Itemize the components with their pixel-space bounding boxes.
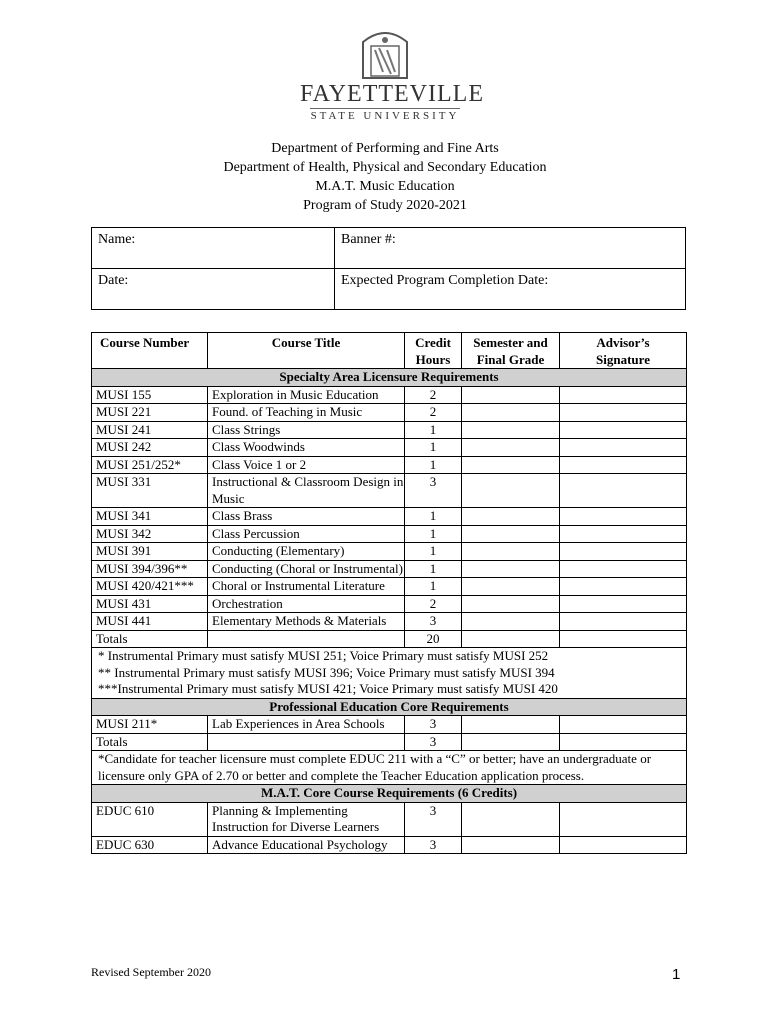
course-number: MUSI 155	[92, 386, 208, 404]
credit-hours: 2	[405, 595, 462, 613]
header-dept-arts: Department of Performing and Fine Arts	[271, 141, 499, 156]
course-table	[91, 332, 687, 854]
course-row	[92, 404, 687, 422]
advisor-signature-cell[interactable]	[560, 802, 687, 836]
credit-hours: 3	[405, 716, 462, 734]
course-row	[92, 474, 687, 508]
logo-wordmark: FAYETTEVILLE	[300, 81, 484, 107]
course-title: Class Percussion	[208, 525, 405, 543]
course-number: MUSI 241	[92, 421, 208, 439]
header-program-year: Program of Study 2020-2021	[303, 198, 467, 213]
totals-label: Totals	[92, 733, 208, 751]
course-number: EDUC 610	[92, 802, 208, 836]
course-row	[92, 560, 687, 578]
advisor-signature-cell[interactable]	[560, 613, 687, 631]
credit-hours: 1	[405, 543, 462, 561]
course-number: MUSI 391	[92, 543, 208, 561]
note-line: * Instrumental Primary must satisfy MUSI 251; Voice Primary must satisfy MUSI 252	[98, 648, 549, 663]
name-label: Name:	[98, 232, 136, 247]
credit-hours: 1	[405, 560, 462, 578]
semester-grade-cell[interactable]	[462, 802, 560, 836]
course-number: MUSI 441	[92, 613, 208, 631]
professional-course-list	[92, 716, 687, 734]
course-title: Planning & Implementing Instruction for Diverse Learners	[208, 802, 405, 836]
advisor-signature-cell[interactable]	[560, 474, 687, 508]
semester-grade-cell[interactable]	[462, 578, 560, 596]
course-title: Advance Educational Psychology	[208, 836, 405, 854]
totals-label: Totals	[92, 630, 208, 648]
name-field[interactable]	[92, 228, 335, 269]
semester-grade-cell[interactable]	[462, 439, 560, 457]
credit-hours: 2	[405, 404, 462, 422]
specialty-totals-row	[92, 630, 687, 648]
semester-grade-cell[interactable]	[462, 525, 560, 543]
col-advisor-signature: Advisor’s Signature	[560, 333, 687, 369]
section-professional: Professional Education Core Requirements	[92, 698, 687, 716]
course-row	[92, 439, 687, 457]
course-number: MUSI 341	[92, 508, 208, 526]
advisor-signature-cell[interactable]	[560, 595, 687, 613]
banner-label: Banner #:	[341, 232, 396, 247]
semester-grade-cell[interactable]	[462, 404, 560, 422]
course-number: MUSI 331	[92, 474, 208, 508]
mat-course-list	[92, 802, 687, 854]
specialty-course-list	[92, 386, 687, 630]
course-number: MUSI 242	[92, 439, 208, 457]
course-row	[92, 802, 687, 836]
course-row	[92, 525, 687, 543]
advisor-signature-cell[interactable]	[560, 716, 687, 734]
course-number: MUSI 221	[92, 404, 208, 422]
credit-hours: 1	[405, 421, 462, 439]
course-row	[92, 836, 687, 854]
credit-hours: 1	[405, 525, 462, 543]
course-title: Exploration in Music Education	[208, 386, 405, 404]
credit-hours: 1	[405, 578, 462, 596]
specialty-notes	[92, 648, 687, 699]
course-number: MUSI 431	[92, 595, 208, 613]
note-line: ** Instrumental Primary must satisfy MUSI 396; Voice Primary must satisfy MUSI 394	[98, 664, 555, 680]
course-title: Found. of Teaching in Music	[208, 404, 405, 422]
advisor-signature-cell[interactable]	[560, 543, 687, 561]
course-row	[92, 613, 687, 631]
credit-hours: 3	[405, 613, 462, 631]
col-course-number: Course Number	[92, 333, 208, 369]
professional-totals-row	[92, 733, 687, 751]
course-title: Class Woodwinds	[208, 439, 405, 457]
semester-grade-cell[interactable]	[462, 456, 560, 474]
professional-note: *Candidate for teacher licensure must complete EDUC 211 with a “C” or better; have an undergraduate or licensure only GPA of 2.70 or better and complete the Teacher Education application process.	[92, 751, 687, 785]
university-logo	[300, 28, 484, 124]
completion-date-field[interactable]	[335, 269, 686, 310]
advisor-signature-cell[interactable]	[560, 404, 687, 422]
credit-hours: 3	[405, 802, 462, 836]
semester-grade-cell[interactable]	[462, 716, 560, 734]
course-title: Conducting (Choral or Instrumental)	[208, 560, 405, 578]
advisor-signature-cell[interactable]	[560, 421, 687, 439]
date-label: Date:	[98, 273, 129, 288]
course-row	[92, 578, 687, 596]
student-info-table	[91, 227, 686, 310]
credit-hours: 3	[405, 474, 462, 508]
seal-icon	[357, 28, 413, 80]
course-row	[92, 386, 687, 404]
course-title: Elementary Methods & Materials	[208, 613, 405, 631]
course-row	[92, 595, 687, 613]
col-semester-grade: Semester and Final Grade	[462, 333, 560, 369]
header-program: M.A.T. Music Education	[315, 179, 455, 194]
section-specialty: Specialty Area Licensure Requirements	[92, 369, 687, 387]
credit-hours: 3	[405, 836, 462, 854]
document-header	[0, 139, 770, 215]
course-title: Choral or Instrumental Literature	[208, 578, 405, 596]
semester-grade-cell[interactable]	[462, 474, 560, 508]
page-number: 1	[672, 966, 681, 983]
advisor-signature-cell[interactable]	[560, 525, 687, 543]
advisor-signature-cell[interactable]	[560, 560, 687, 578]
completion-date-label: Expected Program Completion Date:	[341, 273, 549, 288]
semester-grade-cell[interactable]	[462, 421, 560, 439]
course-row	[92, 716, 687, 734]
header-dept-health: Department of Health, Physical and Secondary Education	[223, 160, 547, 175]
course-row	[92, 508, 687, 526]
col-course-title: Course Title	[208, 333, 405, 369]
date-field[interactable]	[92, 269, 335, 310]
course-number: MUSI 211*	[92, 716, 208, 734]
credit-hours: 1	[405, 508, 462, 526]
course-title: Conducting (Elementary)	[208, 543, 405, 561]
advisor-signature-cell[interactable]	[560, 439, 687, 457]
semester-grade-cell[interactable]	[462, 560, 560, 578]
semester-grade-cell[interactable]	[462, 386, 560, 404]
semester-grade-cell[interactable]	[462, 543, 560, 561]
semester-grade-cell[interactable]	[462, 595, 560, 613]
logo-subtitle: STATE UNIVERSITY	[310, 110, 460, 122]
credit-hours: 2	[405, 386, 462, 404]
col-credit-hours: Credit Hours	[405, 333, 462, 369]
advisor-signature-cell[interactable]	[560, 836, 687, 854]
course-title: Lab Experiences in Area Schools	[208, 716, 405, 734]
course-title: Orchestration	[208, 595, 405, 613]
course-title: Instructional & Classroom Design in Music	[208, 474, 405, 508]
advisor-signature-cell[interactable]	[560, 386, 687, 404]
course-row	[92, 543, 687, 561]
course-number: MUSI 251/252*	[92, 456, 208, 474]
revision-note: Revised September 2020	[91, 965, 211, 979]
advisor-signature-cell[interactable]	[560, 578, 687, 596]
section-mat-core: M.A.T. Core Course Requirements (6 Credits)	[92, 785, 687, 803]
semester-grade-cell[interactable]	[462, 508, 560, 526]
semester-grade-cell[interactable]	[462, 836, 560, 854]
totals-value: 3	[405, 733, 462, 751]
credit-hours: 1	[405, 439, 462, 457]
course-row	[92, 421, 687, 439]
semester-grade-cell[interactable]	[462, 613, 560, 631]
column-header-row	[92, 333, 687, 369]
advisor-signature-cell[interactable]	[560, 456, 687, 474]
course-title: Class Voice 1 or 2	[208, 456, 405, 474]
course-number: EDUC 630	[92, 836, 208, 854]
note-line: ***Instrumental Primary must satisfy MUSI 421; Voice Primary must satisfy MUSI 420	[98, 681, 558, 696]
advisor-signature-cell[interactable]	[560, 508, 687, 526]
course-title: Class Brass	[208, 508, 405, 526]
course-number: MUSI 420/421***	[92, 578, 208, 596]
credit-hours: 1	[405, 456, 462, 474]
course-row	[92, 456, 687, 474]
course-number: MUSI 394/396**	[92, 560, 208, 578]
course-title: Class Strings	[208, 421, 405, 439]
banner-field[interactable]	[335, 228, 686, 269]
totals-value: 20	[405, 630, 462, 648]
course-number: MUSI 342	[92, 525, 208, 543]
